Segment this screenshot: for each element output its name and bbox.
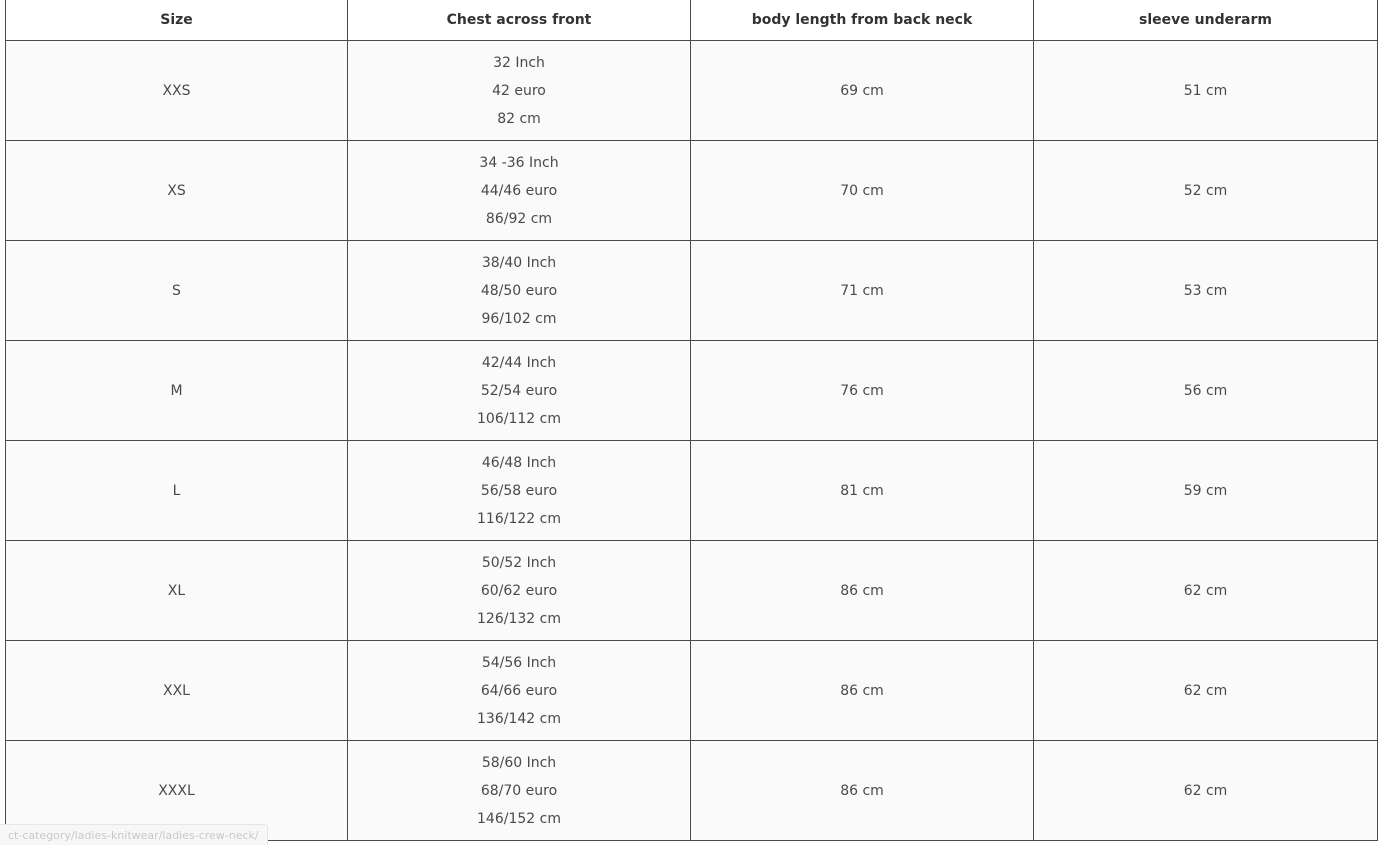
chest-cell [348,341,691,441]
table-body [6,41,1378,841]
sleeve-cell: 52 cm [1034,141,1378,241]
chest-inch: 38/40 Inch [481,254,557,271]
size-cell: L [6,441,348,541]
chest-cm: 146/152 cm [477,810,561,827]
chest-cell [348,541,691,641]
chest-cm: 96/102 cm [481,310,557,327]
body-length-cell: 86 cm [691,541,1034,641]
chest-cell [348,141,691,241]
chest-euro: 42 euro [492,82,546,99]
chest-cm: 82 cm [497,110,541,127]
chest-cell [348,41,691,141]
sleeve-cell: 62 cm [1034,641,1378,741]
body-length-cell: 86 cm [691,741,1034,841]
size-cell: M [6,341,348,441]
chest-euro: 48/50 euro [480,282,558,299]
chest-euro: 44/46 euro [480,182,558,199]
size-cell: XXL [6,641,348,741]
table-row [6,41,1378,141]
chest-cell [348,241,691,341]
body-length-cell: 70 cm [691,141,1034,241]
chest-euro: 68/70 euro [480,782,558,799]
table-row [6,141,1378,241]
chest-inch: 42/44 Inch [481,354,557,371]
table-row [6,241,1378,341]
size-chart-table [5,0,1378,841]
header-size: Size [6,0,348,41]
chest-cell [348,741,691,841]
chest-euro: 52/54 euro [480,382,558,399]
sleeve-cell: 62 cm [1034,741,1378,841]
chest-inch: 58/60 Inch [481,754,557,771]
chest-cm: 106/112 cm [477,410,561,427]
chest-euro: 56/58 euro [480,482,558,499]
sleeve-cell: 53 cm [1034,241,1378,341]
header-row [6,0,1378,41]
body-length-cell: 69 cm [691,41,1034,141]
chest-euro: 60/62 euro [480,582,558,599]
chest-inch: 46/48 Inch [481,454,557,471]
chest-cm: 116/122 cm [477,510,561,527]
chest-cm: 126/132 cm [477,610,561,627]
chest-cm: 136/142 cm [477,710,561,727]
size-cell: XXXL [6,741,348,841]
sleeve-cell: 59 cm [1034,441,1378,541]
body-length-cell: 76 cm [691,341,1034,441]
header-sleeve: sleeve underarm [1034,0,1378,41]
size-cell: XS [6,141,348,241]
body-length-cell: 71 cm [691,241,1034,341]
chest-inch: 54/56 Inch [481,654,557,671]
size-cell: XXS [6,41,348,141]
chest-inch: 50/52 Inch [481,554,557,571]
table-row [6,541,1378,641]
table-header [6,0,1378,41]
sleeve-cell: 62 cm [1034,541,1378,641]
chest-cm: 86/92 cm [485,210,553,227]
size-cell: S [6,241,348,341]
body-length-cell: 86 cm [691,641,1034,741]
table-row [6,641,1378,741]
chest-cell [348,641,691,741]
body-length-cell: 81 cm [691,441,1034,541]
table-row [6,441,1378,541]
chest-inch: 34 -36 Inch [479,154,559,171]
chest-euro: 64/66 euro [480,682,558,699]
table-row [6,341,1378,441]
sleeve-cell: 56 cm [1034,341,1378,441]
header-chest: Chest across front [348,0,691,41]
status-bar-url: ct-category/ladies-knitwear/ladies-crew-neck/ [0,824,268,845]
header-body-length: body length from back neck [691,0,1034,41]
chest-inch: 32 Inch [493,54,545,71]
sleeve-cell: 51 cm [1034,41,1378,141]
chest-cell [348,441,691,541]
size-cell: XL [6,541,348,641]
